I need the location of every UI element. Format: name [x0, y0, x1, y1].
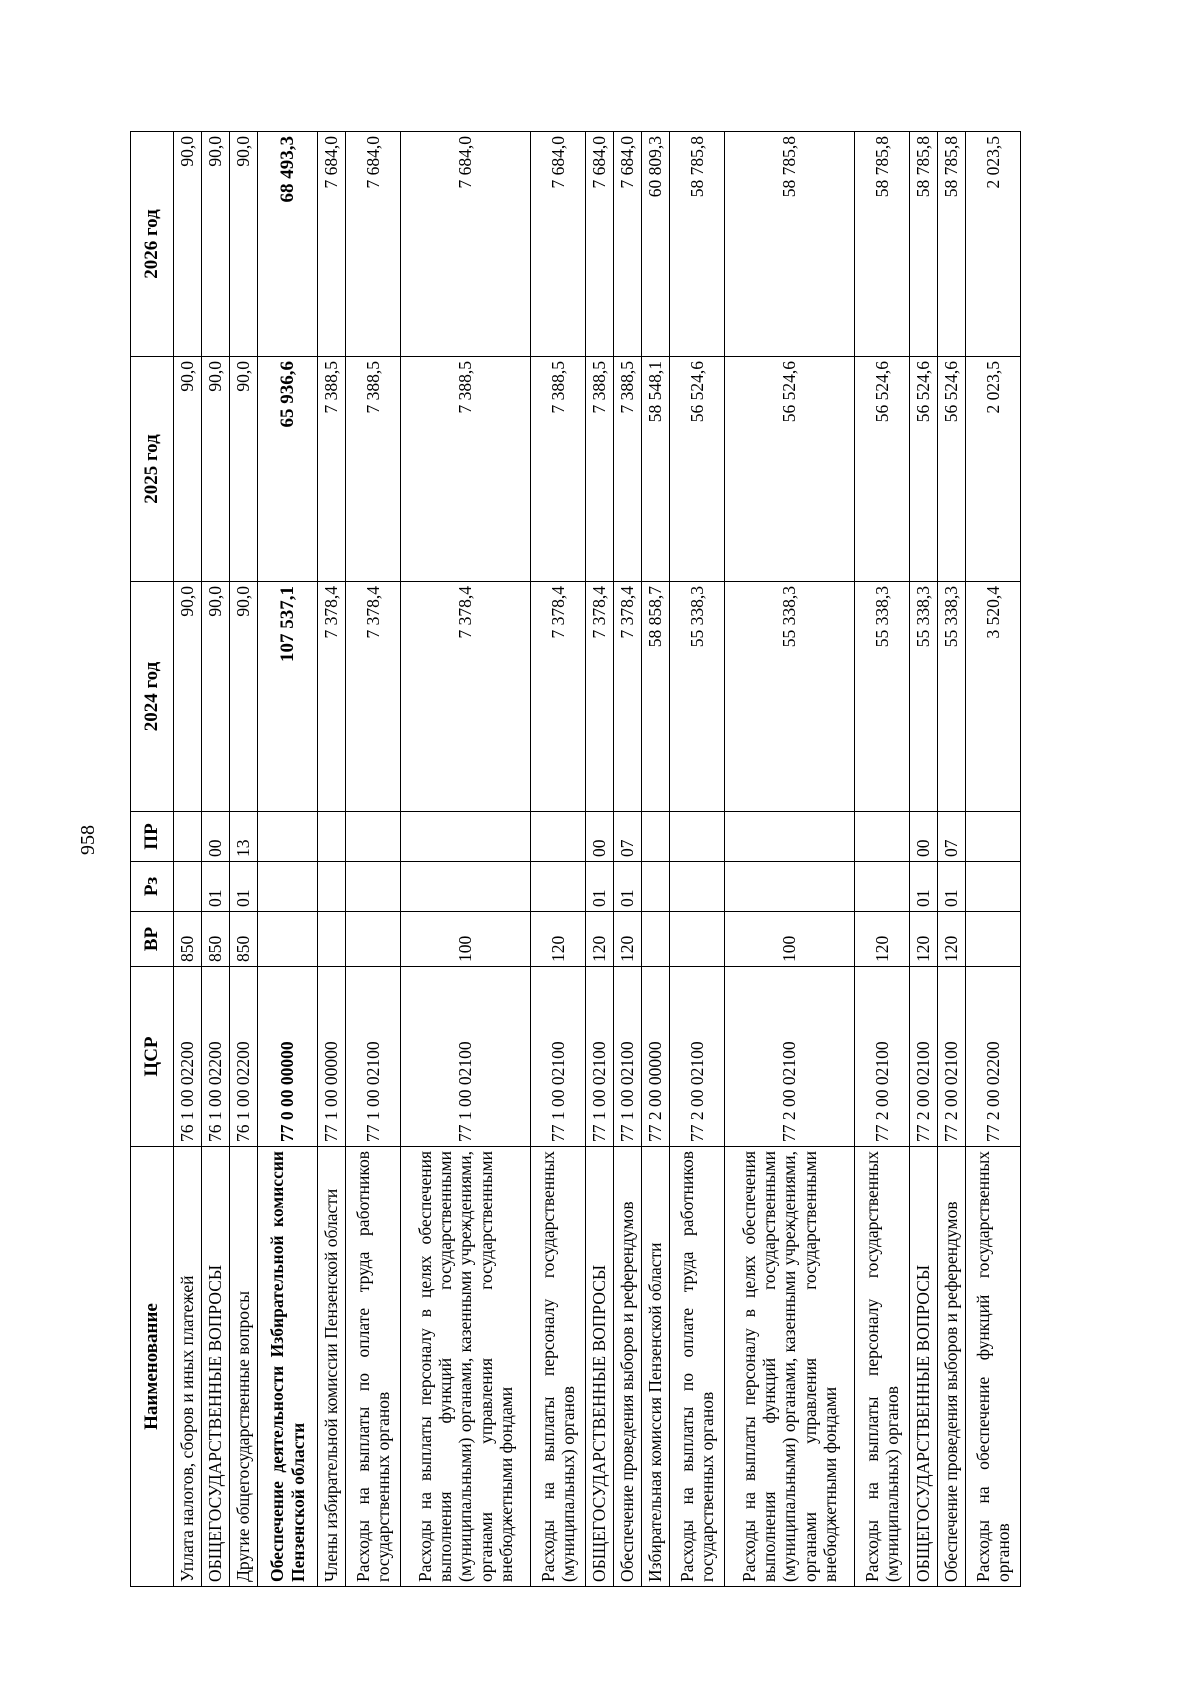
cell-2024: 107 537,1 — [258, 582, 318, 812]
cell-pr: 07 — [614, 812, 642, 862]
header-pr: ПР — [131, 812, 174, 862]
cell-2026: 90,0 — [174, 132, 202, 357]
cell-csr: 77 1 00 00000 — [318, 967, 346, 1147]
cell-csr: 77 2 00 02100 — [725, 967, 855, 1147]
cell-2025: 7 388,5 — [614, 357, 642, 582]
cell-pr — [258, 812, 318, 862]
cell-pr — [346, 812, 401, 862]
cell-2025: 58 548,1 — [642, 357, 670, 582]
cell-2024: 90,0 — [230, 582, 258, 812]
cell-rz — [642, 862, 670, 912]
cell-csr: 77 2 00 02100 — [670, 967, 725, 1147]
cell-vr — [318, 912, 346, 967]
cell-vr: 120 — [531, 912, 586, 967]
cell-2026: 7 684,0 — [401, 132, 531, 357]
cell-csr: 77 2 00 02100 — [855, 967, 910, 1147]
cell-2026: 2 023,5 — [966, 132, 1021, 357]
cell-pr: 07 — [938, 812, 966, 862]
cell-2026: 58 785,8 — [670, 132, 725, 357]
cell-name: Расходы на выплаты по оплате труда работников государственных органов — [346, 1147, 401, 1587]
cell-2024: 90,0 — [202, 582, 230, 812]
cell-csr: 77 1 00 02100 — [346, 967, 401, 1147]
table-row — [531, 132, 586, 1587]
header-csr: ЦСР — [131, 967, 174, 1147]
cell-rz — [346, 862, 401, 912]
cell-pr — [966, 812, 1021, 862]
budget-table — [130, 131, 1021, 1587]
cell-2026: 58 785,8 — [725, 132, 855, 357]
cell-2024: 55 338,3 — [670, 582, 725, 812]
cell-2024: 90,0 — [174, 582, 202, 812]
cell-vr — [966, 912, 1021, 967]
cell-rz — [531, 862, 586, 912]
cell-csr: 77 0 00 00000 — [258, 967, 318, 1147]
cell-2026: 58 785,8 — [910, 132, 938, 357]
cell-name: ОБЩЕГОСУДАРСТВЕННЫЕ ВОПРОСЫ — [910, 1147, 938, 1587]
cell-2025: 56 524,6 — [725, 357, 855, 582]
cell-csr: 77 1 00 02100 — [614, 967, 642, 1147]
cell-name: ОБЩЕГОСУДАРСТВЕННЫЕ ВОПРОСЫ — [586, 1147, 614, 1587]
cell-csr: 76 1 00 02200 — [202, 967, 230, 1147]
cell-2024: 7 378,4 — [586, 582, 614, 812]
cell-csr: 77 2 00 02100 — [910, 967, 938, 1147]
cell-2026: 7 684,0 — [318, 132, 346, 357]
table-row — [346, 132, 401, 1587]
rotated-table-container — [130, 132, 1057, 1587]
cell-2024: 55 338,3 — [910, 582, 938, 812]
cell-rz: 01 — [230, 862, 258, 912]
table-row — [318, 132, 346, 1587]
cell-vr — [642, 912, 670, 967]
cell-rz — [174, 862, 202, 912]
cell-2026: 7 684,0 — [531, 132, 586, 357]
cell-pr — [531, 812, 586, 862]
table-row — [642, 132, 670, 1587]
cell-2025: 90,0 — [174, 357, 202, 582]
cell-2025: 7 388,5 — [401, 357, 531, 582]
table-row — [910, 132, 938, 1587]
table-row — [586, 132, 614, 1587]
cell-2024: 55 338,3 — [725, 582, 855, 812]
table-body — [174, 132, 1021, 1587]
cell-rz — [401, 862, 531, 912]
header-2025: 2025 год — [131, 357, 174, 582]
header-rz: Рз — [131, 862, 174, 912]
cell-2026: 60 809,3 — [642, 132, 670, 357]
cell-vr — [346, 912, 401, 967]
cell-pr — [670, 812, 725, 862]
cell-2026: 58 785,8 — [855, 132, 910, 357]
cell-name: Другие общегосударственные вопросы — [230, 1147, 258, 1587]
cell-2024: 7 378,4 — [614, 582, 642, 812]
cell-name: Расходы на выплаты персоналу государственных (муниципальных) органов — [531, 1147, 586, 1587]
cell-2026: 7 684,0 — [614, 132, 642, 357]
cell-2026: 68 493,3 — [258, 132, 318, 357]
cell-vr: 120 — [938, 912, 966, 967]
header-2026: 2026 год — [131, 132, 174, 357]
table-row — [855, 132, 910, 1587]
cell-2026: 90,0 — [230, 132, 258, 357]
cell-2024: 58 858,7 — [642, 582, 670, 812]
cell-2026: 90,0 — [202, 132, 230, 357]
cell-2024: 3 520,4 — [966, 582, 1021, 812]
cell-2024: 55 338,3 — [938, 582, 966, 812]
cell-2025: 7 388,5 — [346, 357, 401, 582]
cell-vr: 100 — [401, 912, 531, 967]
table-row — [174, 132, 202, 1587]
cell-vr: 850 — [174, 912, 202, 967]
cell-2026: 58 785,8 — [938, 132, 966, 357]
table-row — [614, 132, 642, 1587]
cell-name: Расходы на выплаты персоналу в целях обеспечения выполнения функций государственными (муниципальными) органами, казенными учреждениями, органами управления государственными внебюджетными фондами — [725, 1147, 855, 1587]
cell-2025: 90,0 — [230, 357, 258, 582]
cell-name: Обеспечение проведения выборов и референдумов — [938, 1147, 966, 1587]
cell-rz: 01 — [910, 862, 938, 912]
cell-name: Уплата налогов, сборов и иных платежей — [174, 1147, 202, 1587]
cell-2024: 7 378,4 — [346, 582, 401, 812]
cell-vr: 850 — [202, 912, 230, 967]
cell-rz: 01 — [614, 862, 642, 912]
cell-rz: 01 — [586, 862, 614, 912]
cell-csr: 77 2 00 00000 — [642, 967, 670, 1147]
cell-2026: 7 684,0 — [586, 132, 614, 357]
table-row — [230, 132, 258, 1587]
cell-name: Члены избирательной комиссии Пензенской области — [318, 1147, 346, 1587]
cell-2025: 2 023,5 — [966, 357, 1021, 582]
cell-name: Избирательная комиссия Пензенской области — [642, 1147, 670, 1587]
cell-rz: 01 — [938, 862, 966, 912]
cell-2025: 56 524,6 — [670, 357, 725, 582]
cell-rz — [855, 862, 910, 912]
cell-vr — [670, 912, 725, 967]
cell-rz — [725, 862, 855, 912]
cell-2026: 7 684,0 — [346, 132, 401, 357]
table-row — [966, 132, 1021, 1587]
cell-vr: 850 — [230, 912, 258, 967]
cell-vr: 120 — [910, 912, 938, 967]
cell-name: Расходы на выплаты персоналу в целях обеспечения выполнения функций государственными (муниципальными) органами, казенными учреждениями, органами управления государственными внебюджетными фондами — [401, 1147, 531, 1587]
page-number: 958 — [77, 825, 99, 855]
cell-csr: 76 1 00 02200 — [174, 967, 202, 1147]
cell-name: Расходы на выплаты по оплате труда работников государственных органов — [670, 1147, 725, 1587]
cell-2024: 7 378,4 — [531, 582, 586, 812]
cell-pr: 00 — [586, 812, 614, 862]
cell-2025: 65 936,6 — [258, 357, 318, 582]
cell-pr — [855, 812, 910, 862]
table-header-row — [131, 132, 174, 1587]
cell-2024: 7 378,4 — [318, 582, 346, 812]
table-row — [938, 132, 966, 1587]
cell-vr: 120 — [586, 912, 614, 967]
table-row — [258, 132, 318, 1587]
table-row — [202, 132, 230, 1587]
table-row — [670, 132, 725, 1587]
cell-2025: 90,0 — [202, 357, 230, 582]
cell-2025: 56 524,6 — [910, 357, 938, 582]
table-row — [401, 132, 531, 1587]
table-row — [725, 132, 855, 1587]
cell-csr: 77 2 00 02100 — [938, 967, 966, 1147]
cell-2025: 56 524,6 — [938, 357, 966, 582]
cell-csr: 77 1 00 02100 — [531, 967, 586, 1147]
cell-csr: 77 1 00 02100 — [586, 967, 614, 1147]
cell-pr: 00 — [202, 812, 230, 862]
cell-2025: 56 524,6 — [855, 357, 910, 582]
cell-2024: 55 338,3 — [855, 582, 910, 812]
cell-vr — [258, 912, 318, 967]
cell-vr: 120 — [855, 912, 910, 967]
cell-rz — [258, 862, 318, 912]
header-2024: 2024 год — [131, 582, 174, 812]
cell-rz — [318, 862, 346, 912]
cell-rz — [670, 862, 725, 912]
cell-pr: 13 — [230, 812, 258, 862]
cell-csr: 76 1 00 02200 — [230, 967, 258, 1147]
header-vr: ВР — [131, 912, 174, 967]
cell-pr — [318, 812, 346, 862]
cell-name: Обеспечение проведения выборов и референдумов — [614, 1147, 642, 1587]
cell-name: Расходы на обеспечение функций государственных органов — [966, 1147, 1021, 1587]
cell-name: ОБЩЕГОСУДАРСТВЕННЫЕ ВОПРОСЫ — [202, 1147, 230, 1587]
cell-name: Обеспечение деятельности Избирательной комиссии Пензенской области — [258, 1147, 318, 1587]
cell-name: Расходы на выплаты персоналу государственных (муниципальных) органов — [855, 1147, 910, 1587]
cell-csr: 77 2 00 02200 — [966, 967, 1021, 1147]
header-name: Наименование — [131, 1147, 174, 1587]
cell-2025: 7 388,5 — [586, 357, 614, 582]
cell-vr: 120 — [614, 912, 642, 967]
cell-pr — [401, 812, 531, 862]
cell-2024: 7 378,4 — [401, 582, 531, 812]
cell-pr: 00 — [910, 812, 938, 862]
cell-pr — [174, 812, 202, 862]
cell-csr: 77 1 00 02100 — [401, 967, 531, 1147]
cell-pr — [725, 812, 855, 862]
cell-2025: 7 388,5 — [318, 357, 346, 582]
cell-rz: 01 — [202, 862, 230, 912]
cell-pr — [642, 812, 670, 862]
cell-rz — [966, 862, 1021, 912]
cell-vr: 100 — [725, 912, 855, 967]
cell-2025: 7 388,5 — [531, 357, 586, 582]
